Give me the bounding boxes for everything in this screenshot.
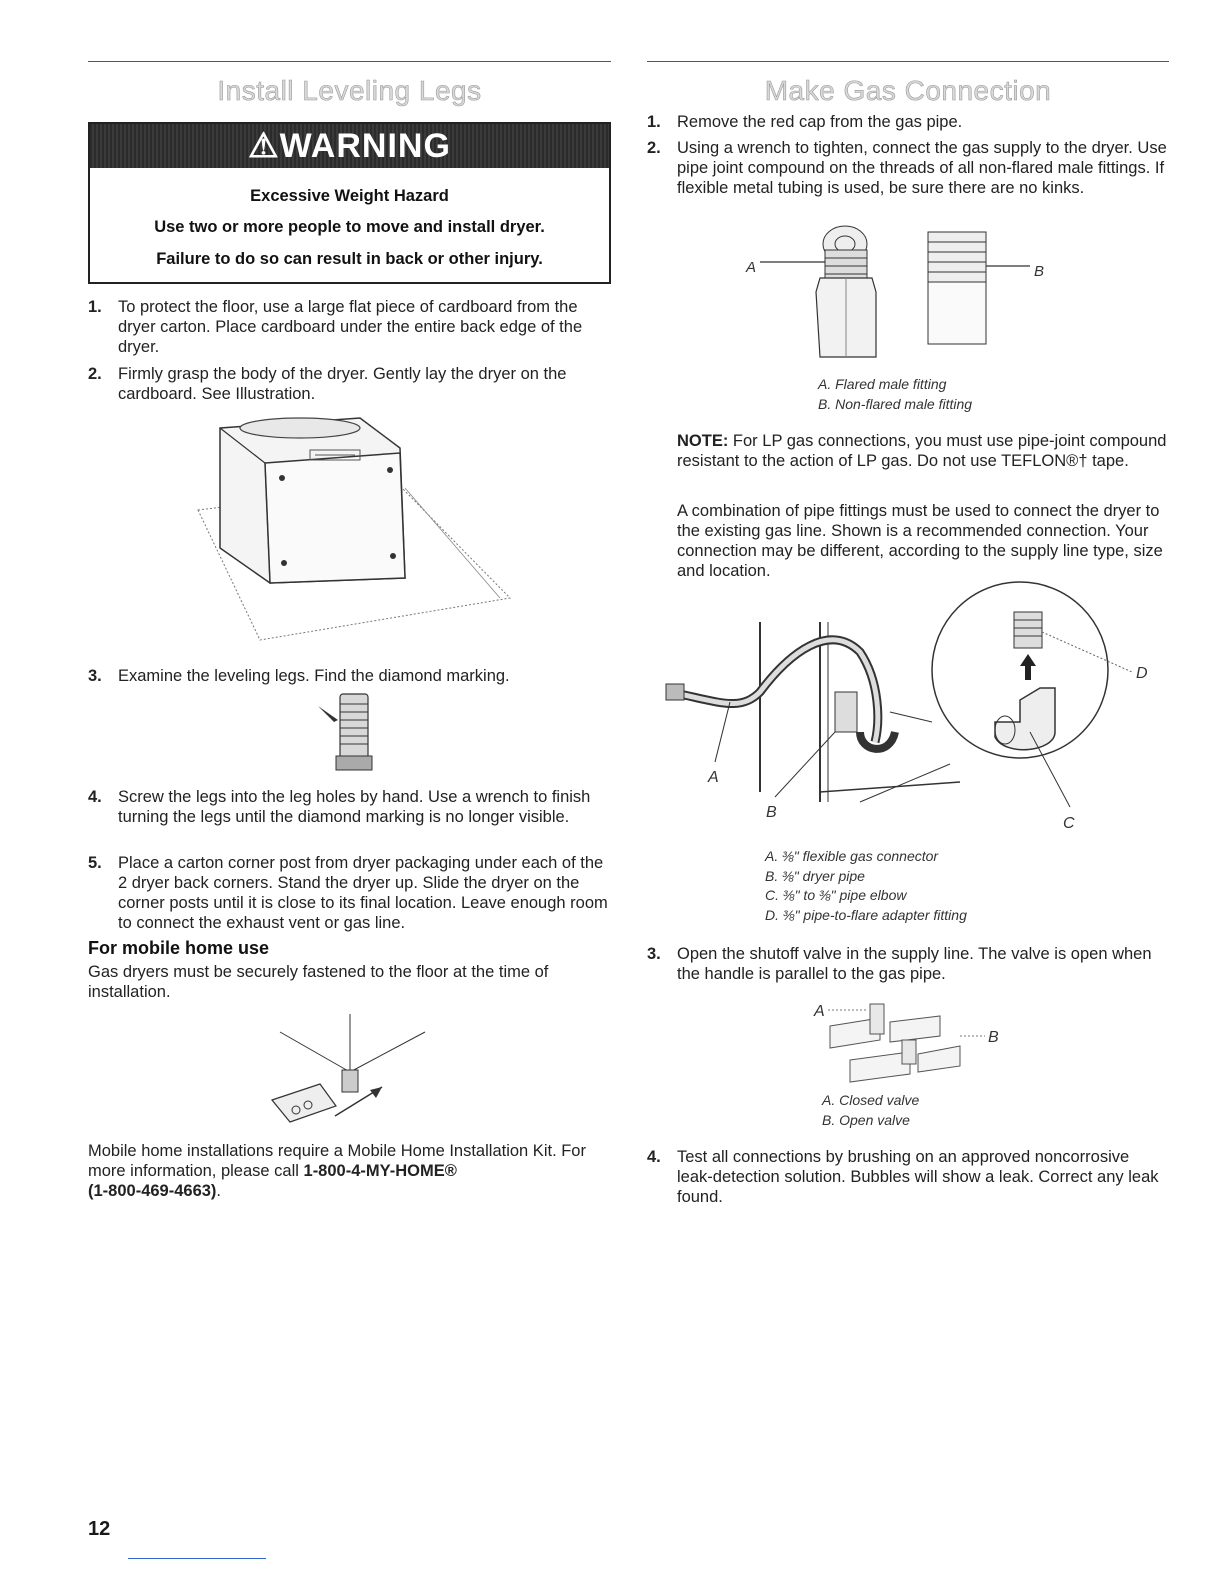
warning-line-two-people: Use two or more people to move and install dryer. <box>154 218 545 236</box>
note-text: For LP gas connections, you must use pipe-joint compound resistant to the action of LP gas. Do not use TEFLON®† tape. <box>677 432 1167 470</box>
mobile-home-text: Gas dryers must be securely fastened to the floor at the time of installation. <box>88 963 549 1001</box>
note-label: NOTE: <box>677 432 729 450</box>
mobile-home-kit-text <box>88 1141 611 1201</box>
kit-phone-numeric: (1-800-469-4663) <box>88 1182 217 1200</box>
step-number: 4. <box>88 788 102 806</box>
step-text: Open the shutoff valve in the supply line. The valve is open when the handle is parallel to the gas pipe. <box>677 945 1152 983</box>
step-text: Test all connections by brushing on an approved noncorrosive leak-detection solution. Bubbles will show a leak. Correct any leak found. <box>677 1148 1159 1206</box>
mobile-home-bracket-illustration <box>250 1012 440 1130</box>
pipe-fittings-text: A combination of pipe fittings must be used to connect the dryer to the existing gas line. Shown is a recommended connection. Your connection may be different, according to the supply line type, size and location. <box>677 502 1163 580</box>
connection-caption-a: A. ⅜" flexible gas connector <box>765 848 939 864</box>
valve-label-a: A <box>814 1003 825 1020</box>
valve-illustration <box>810 996 1010 1086</box>
step-number: 2. <box>88 365 102 383</box>
right-top-rule <box>647 61 1169 62</box>
warning-box <box>88 122 611 284</box>
left-step-3 <box>88 666 611 688</box>
step-text: Place a carton corner post from dryer packaging under each of the 2 dryer back corners. Stand the dryer up. Slide the dryer on the corner posts until it is close to its final location. Leave enough room to connect the exhaust vent or gas line. <box>118 854 608 932</box>
left-step-2 <box>88 364 611 406</box>
right-step-2 <box>647 138 1169 220</box>
warning-title: ⚠WARNING <box>248 127 451 165</box>
left-step-1 <box>88 297 611 359</box>
fittings-captions <box>818 375 1068 414</box>
step-text: Screw the legs into the leg holes by hand. Use a wrench to finish turning the legs until the diamond marking is no longer visible. <box>118 788 591 826</box>
step-text: Firmly grasp the body of the dryer. Gently lay the dryer on the cardboard. See Illustration. <box>118 365 567 403</box>
step-number: 1. <box>647 113 661 131</box>
step-number: 2. <box>647 139 661 157</box>
step-text: Remove the red cap from the gas pipe. <box>677 113 963 131</box>
section-heading-leveling-legs: Install Leveling Legs <box>217 75 482 106</box>
step-text: To protect the floor, use a large flat piece of cardboard from the dryer carton. Place cardboard under the entire back edge of the dryer. <box>118 298 583 356</box>
step-text: Using a wrench to tighten, connect the gas supply to the dryer. Use pipe joint compound on the threads of all non-flared male fittings. If flexible metal tubing is used, be sure there are no kinks. <box>677 139 1167 197</box>
fittings-illustration <box>740 222 1050 372</box>
step-number: 1. <box>88 298 102 316</box>
warning-line-injury: Failure to do so can result in back or other injury. <box>156 250 543 268</box>
lp-gas-note <box>677 431 1169 471</box>
fitting-label-b: B <box>1034 263 1045 280</box>
kit-text: Mobile home installations require a Mobile Home Installation Kit. For more information, please call <box>88 1142 586 1180</box>
mobile-home-heading: For mobile home use <box>88 938 270 958</box>
fitting-caption-b: B. Non-flared male fitting <box>818 395 973 412</box>
fitting-label-a: A <box>746 259 757 276</box>
step-number: 4. <box>647 1148 661 1166</box>
valve-captions <box>822 1091 1022 1130</box>
footer-rule <box>128 1558 266 1559</box>
kit-end: . <box>216 1182 222 1200</box>
step-text: Examine the leveling legs. Find the diamond marking. <box>118 667 510 685</box>
left-step-5 <box>88 853 611 935</box>
section-heading-gas-connection: Make Gas Connection <box>764 75 1052 106</box>
gas-connection-illustration <box>660 592 1160 832</box>
connection-caption-d: D. ⅜" pipe-to-flare adapter fitting <box>765 906 967 923</box>
connection-label-a: A <box>708 769 719 786</box>
right-step-3 <box>647 944 1169 986</box>
valve-caption-a: A. Closed valve <box>822 1092 920 1108</box>
connection-captions <box>765 847 1065 925</box>
valve-caption-b: B. Open valve <box>822 1111 910 1128</box>
warning-line-hazard: Excessive Weight Hazard <box>250 187 449 205</box>
right-step-1 <box>647 112 1169 134</box>
fitting-caption-a: A. Flared male fitting <box>818 376 947 392</box>
page-number: 12 <box>88 1518 111 1540</box>
connection-label-d: D <box>1136 665 1148 682</box>
connection-caption-b: B. ⅜" dryer pipe <box>765 867 865 884</box>
step-number: 3. <box>647 945 661 963</box>
left-step-4 <box>88 787 611 849</box>
step-number: 3. <box>88 667 102 685</box>
dryer-on-cardboard-illustration <box>190 408 510 648</box>
step-number: 5. <box>88 854 102 872</box>
left-top-rule <box>88 61 611 62</box>
valve-label-b: B <box>988 1029 999 1046</box>
leveling-leg-illustration <box>316 692 376 774</box>
connection-label-c: C <box>1063 815 1075 832</box>
connection-caption-c: C. ⅜" to ⅜" pipe elbow <box>765 887 907 903</box>
right-step-4 <box>647 1147 1169 1209</box>
connection-label-b: B <box>766 804 777 821</box>
kit-phone: 1-800-4-MY-HOME® <box>303 1162 457 1180</box>
